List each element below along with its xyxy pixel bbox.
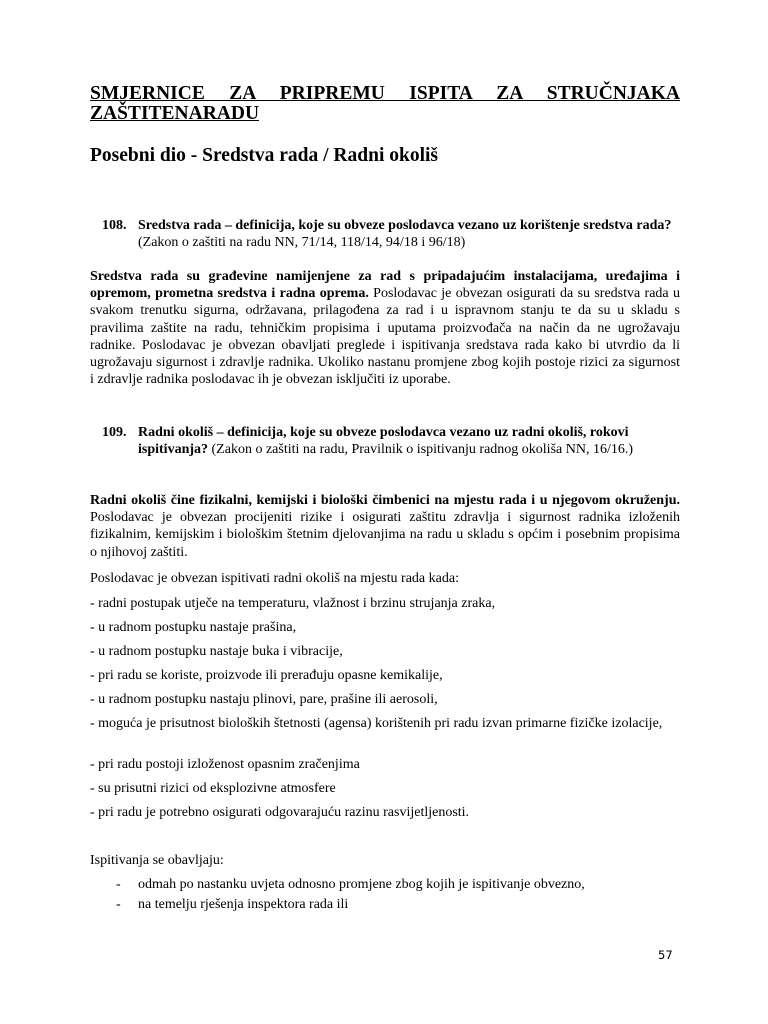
dash-marker: - (116, 877, 121, 892)
condition-item: - radni postupak utječe na temperaturu, vlažnost i brzinu strujanja zraka, (90, 596, 496, 611)
answer-108 (90, 268, 680, 388)
performed-item-text: na temelju rješenja inspektora rada ili (138, 897, 349, 912)
condition-item: - pri radu je potrebno osigurati odgovarajuću razinu rasvijetljenosti. (90, 805, 470, 820)
answer-body: Poslodavac je obvezan osigurati da su sredstva rada u svakom trenutku sigurna, održavana, prilagođena za rad i u ispravnom stanju te da su u skladu s pravilima zaštite na radu, tehničkim propisima i uputama proizvođača na način da ne ugrožavaju radnike. Poslodavac je obvezan obavljati preglede i ispitivanja sredstava rada kako bi utvrdio da li ugrožavaju sigurnost i zdravlje radnika. Ukoliko nastanu promjene zbog kojih postoje rizici za sigurnost i zdravlje radnika poslodavac ih je obvezan isključiti iz uporabe. (90, 286, 680, 388)
question-bold: Sredstva rada – definicija, koje su obveze poslodavca vezano uz korištenje sredstva rada? (138, 218, 672, 233)
question-bold: Radni okoliš – definicija, koje su obveze poslodavca vezano uz radni okoliš, rokovi ispitivanja? (138, 425, 629, 457)
performed-item-text: odmah po nastanku uvjeta odnosno promjene zbog kojih je ispitivanje obvezno, (138, 877, 585, 892)
question-text (138, 217, 680, 251)
condition-item: - u radnom postupku nastaje prašina, (90, 620, 297, 635)
document-title: SMJERNICE ZA PRIPREMU ISPITA ZA STRUČNJAKA ZAŠTITENARADU (90, 83, 680, 124)
condition-item: - u radnom postupku nastaje buka i vibracije, (90, 644, 343, 659)
question-108 (102, 217, 680, 251)
question-number: 109. (102, 425, 127, 440)
dash-marker: - (116, 897, 121, 912)
question-reference: (Zakon o zaštiti na radu NN, 71/14, 118/14, 94/18 i 96/18) (138, 235, 466, 250)
question-text (138, 424, 680, 458)
condition-item: - pri radu postoji izloženost opasnim zračenjima (90, 757, 360, 772)
answer-109 (90, 492, 680, 561)
answer-body: Poslodavac je obvezan procijeniti rizike i osigurati zaštitu zdravlja i sigurnost radnika izloženih fizikalnim, kemijskim i biološkim štetnim djelovanjima na radu u skladu s općim i posebnim propisima o njihovoj zaštiti. (90, 510, 680, 560)
conditions-intro: Poslodavac je obvezan ispitivati radni okoliš na mjestu rada kada: (90, 571, 459, 586)
condition-item: - moguća je prisutnost bioloških štetnosti (agensa) korištenih pri radu izvan primarne fizičke izolacije, (90, 716, 663, 731)
performed-intro: Ispitivanja se obavljaju: (90, 853, 224, 868)
question-number: 108. (102, 218, 127, 233)
condition-item: - su prisutni rizici od eksplozivne atmosfere (90, 781, 336, 796)
page-number: 57 (658, 948, 673, 962)
question-reference: (Zakon o zaštiti na radu, Pravilnik o ispitivanju radnog okoliša NN, 16/16.) (208, 442, 633, 457)
section-subtitle: Posebni dio - Sredstva rada / Radni okoliš (90, 145, 439, 166)
answer-lead: Radni okoliš čine fizikalni, kemijski i biološki čimbenici na mjestu rada i u njegovom okruženju. (90, 493, 680, 508)
condition-item: - pri radu se koriste, proizvode ili prerađuju opasne kemikalije, (90, 668, 443, 683)
question-109 (102, 424, 680, 458)
answer-lead: Sredstva rada su građevine namijenjene za rad s pripadajućim instalacijama, uređajima i opremom, prometna sredstva i radna oprema. (90, 269, 680, 302)
condition-item: - u radnom postupku nastaju plinovi, pare, prašine ili aerosoli, (90, 692, 438, 707)
